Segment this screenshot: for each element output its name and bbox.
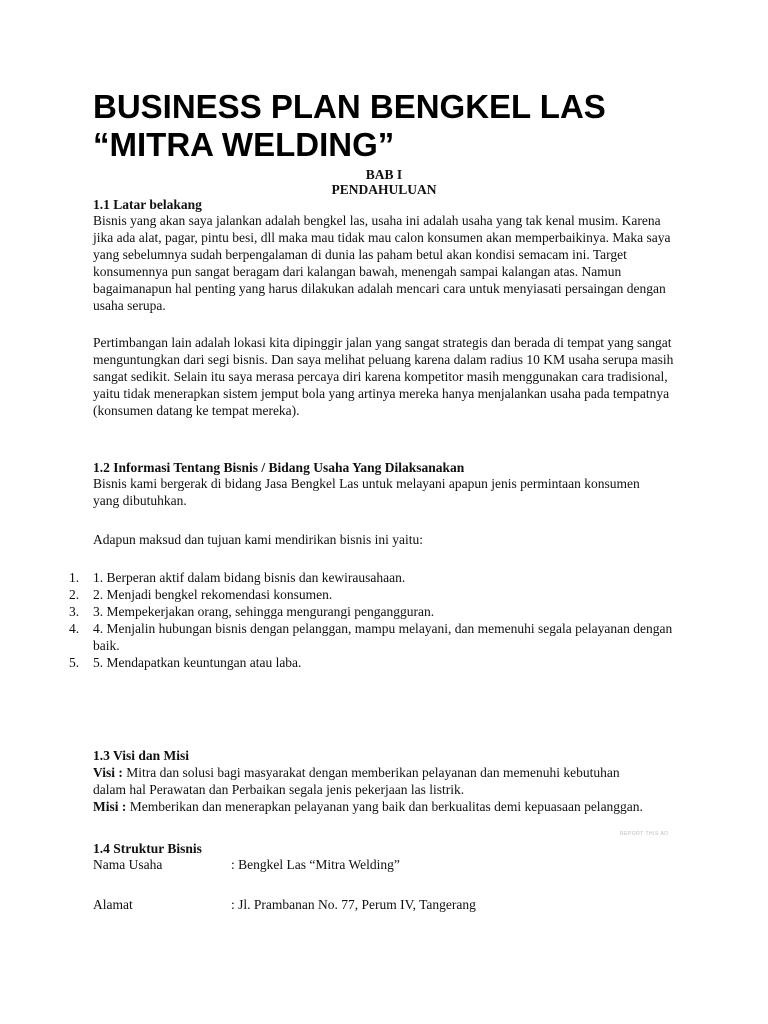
section-1-1-heading: 1.1 Latar belakang <box>93 197 202 212</box>
list-item-text: 1. Berperan aktif dalam bidang bisnis dan kewirausahaan. <box>93 570 406 585</box>
list-item-text: 4. Menjalin hubungan bisnis dengan pelanggan, mampu melayani, dan memenuhi segala pelayanan dengan baik. <box>93 621 673 653</box>
chapter-title: PENDAHULUAN <box>331 182 437 197</box>
list-item-text: 5. Mendapatkan keuntungan atau laba. <box>93 655 302 670</box>
section-1-1-paragraph-2: Pertimbangan lain adalah lokasi kita dipinggir jalan yang sangat strategis dan berada di tempat yang sangat menguntungkan dari segi bisnis. Dan saya melihat peluang karena dalam radius 10 KM usaha serupa masih sangat sedikit. Selain itu saya merasa percaya diri karena kompetitor masih menggunakan cara tradisional, yaitu tidak menerapkan sistem jemput bola yang artinya mereka hanya menjalankan usaha pada tempatnya (konsumen datang ke tempat mereka). <box>93 335 674 418</box>
list-item <box>60 569 700 586</box>
list-number: 2. <box>69 587 80 602</box>
section-1-1-paragraph-1: Bisnis yang akan saya jalankan adalah bengkel las, usaha ini adalah usaha yang tak kenal musim. Karena jika ada alat, pagar, pintu besi, dll maka mau tidak mau calon konsumen akan memperbaikinya. Maka saya yang sebelumnya sudah berpengalaman di dunia las paham betul akan kondisi semacam ini. Target konsumennya pun sangat beragam dari kalangan bawah, menengah sampai kalangan atas. Namun bagaimanapun hal penting yang harus dilakukan adalah mencari cara untuk menyiasati persaingan dengan usaha serupa. <box>93 213 671 313</box>
visi-text: Mitra dan solusi bagi masyarakat dengan memberikan pelayanan dan memenuhi kebutuhan dalam hal Perawatan dan Perbaikan segala jenis pekerjaan las listrik. <box>93 765 620 797</box>
visi-paragraph <box>93 764 653 798</box>
nama-usaha-row <box>93 856 400 873</box>
section-1-4-heading: 1.4 Struktur Bisnis <box>93 841 202 856</box>
list-number: 5. <box>69 655 80 670</box>
section-1-2-paragraph-1: Bisnis kami bergerak di bidang Jasa Bengkel Las untuk melayani apapun jenis permintaan konsumen yang dibutuhkan. <box>93 476 640 508</box>
nama-usaha-value: : Bengkel Las “Mitra Welding” <box>231 857 400 872</box>
misi-paragraph <box>93 798 673 815</box>
list-number: 3. <box>69 604 80 619</box>
section-1-2-heading: 1.2 Informasi Tentang Bisnis / Bidang Usaha Yang Dilaksanakan <box>93 460 465 475</box>
section-1-3-heading: 1.3 Visi dan Misi <box>93 748 190 763</box>
misi-label: Misi : <box>93 799 127 814</box>
list-item-text: 2. Menjadi bengkel rekomendasi konsumen. <box>93 587 333 602</box>
title-line-1: BUSINESS PLAN BENGKEL LAS <box>93 88 606 125</box>
list-item <box>60 654 700 671</box>
alamat-row <box>93 896 476 913</box>
document-title <box>93 88 713 164</box>
goals-list <box>60 569 700 671</box>
list-item-text: 3. Mempekerjakan orang, sehingga mengurangi pengangguran. <box>93 604 435 619</box>
alamat-value: : Jl. Prambanan No. 77, Perum IV, Tangerang <box>231 897 476 912</box>
title-line-2: “MITRA WELDING” <box>93 126 395 163</box>
list-item <box>60 586 700 603</box>
alamat-label: Alamat <box>93 897 133 912</box>
chapter-number: BAB I <box>365 167 403 182</box>
section-1-2-paragraph-2: Adapun maksud dan tujuan kami mendirikan bisnis ini yaitu: <box>93 532 423 547</box>
report-ad-link[interactable]: REPORT THIS AD <box>620 831 669 837</box>
visi-label: Visi : <box>93 765 123 780</box>
list-item <box>60 620 683 654</box>
list-number: 4. <box>69 621 80 636</box>
nama-usaha-label: Nama Usaha <box>93 857 163 872</box>
list-item <box>60 603 700 620</box>
list-number: 1. <box>69 570 80 585</box>
misi-text: Memberikan dan menerapkan pelayanan yang baik dan berkualitas demi kepuasaan pelanggan. <box>126 799 643 814</box>
